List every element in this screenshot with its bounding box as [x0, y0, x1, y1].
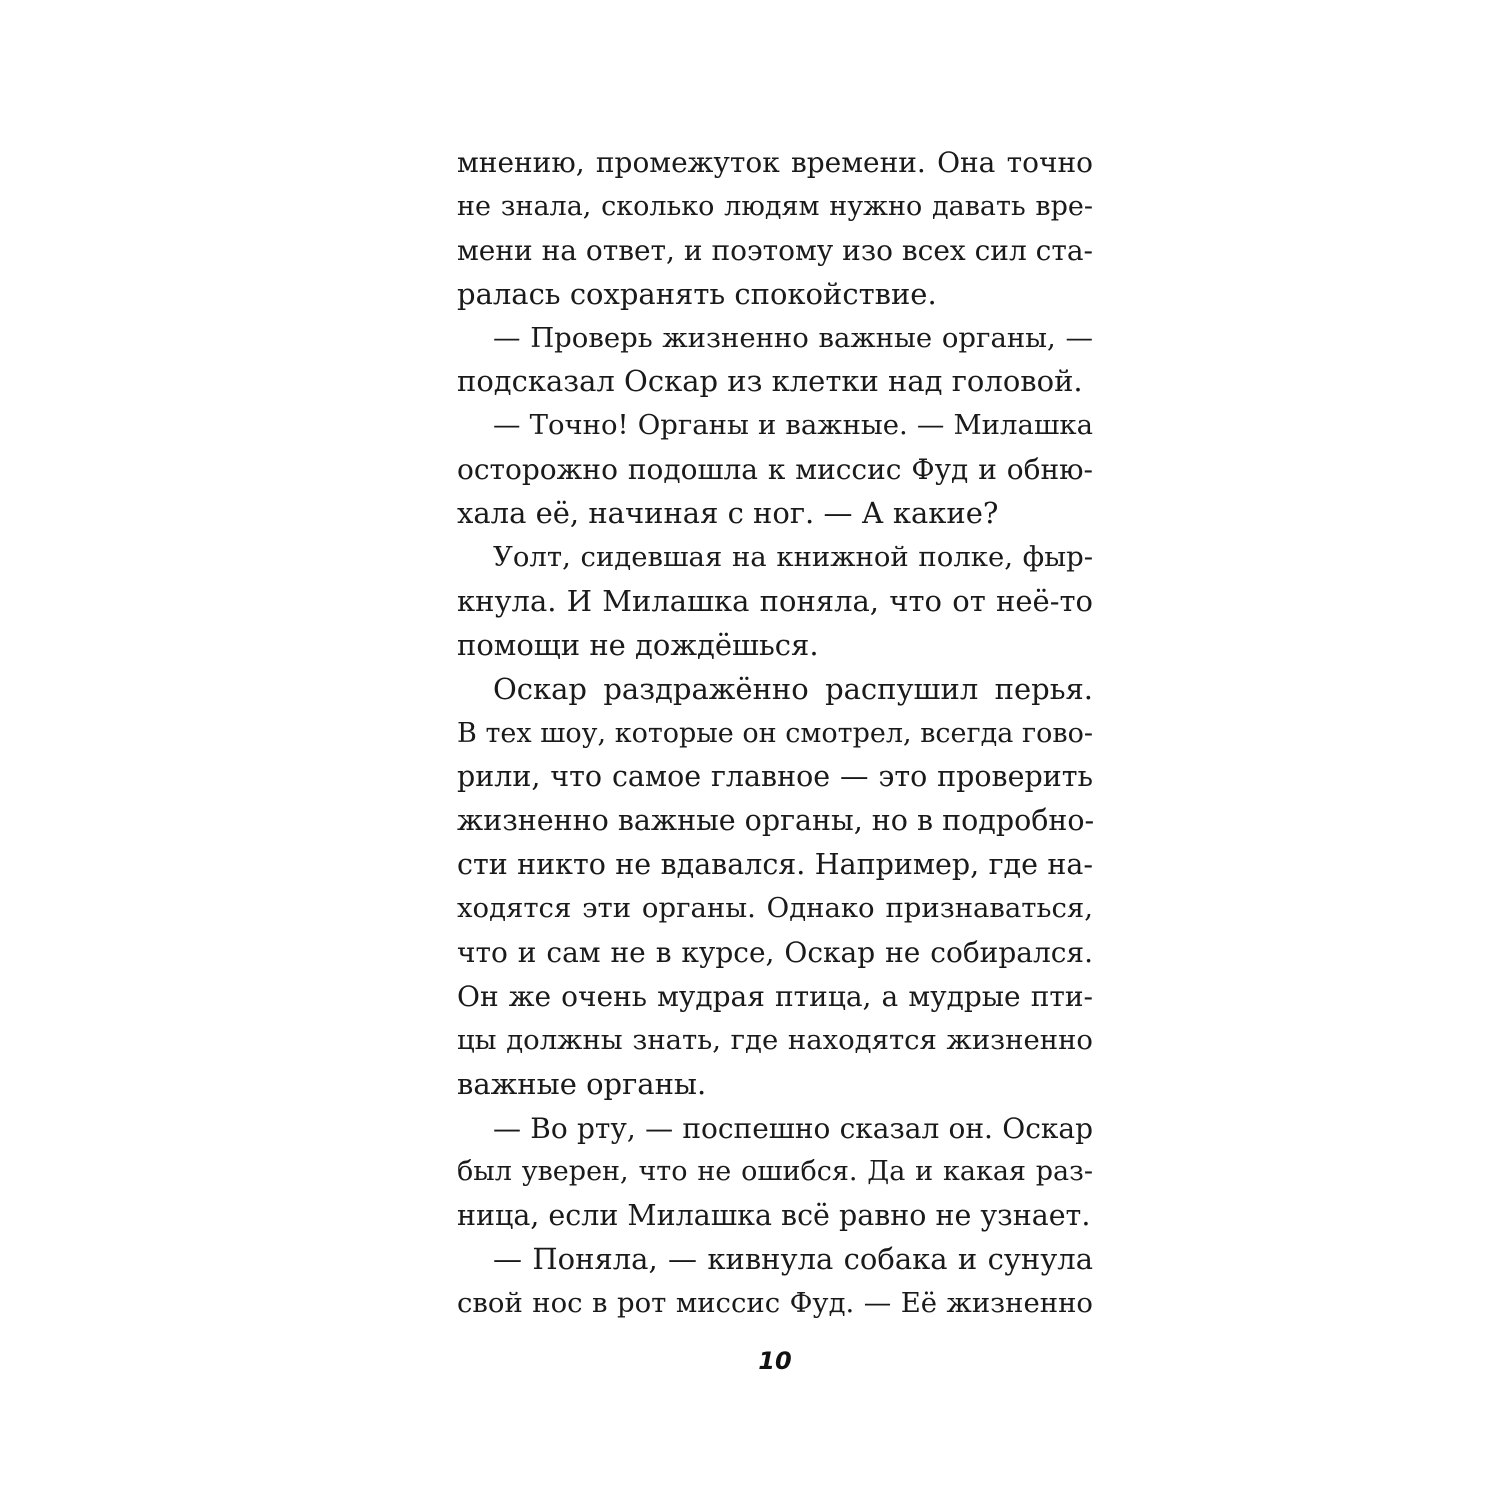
text-line: осторожно подошла к миссис Фуд и обню- [457, 453, 1093, 487]
text-line: сти никто не вдавался. Например, где на- [457, 848, 1093, 882]
text-line: В тех шоу, которые он смотрел, всегда гово- [457, 717, 1093, 749]
text-line: — Проверь жизненно важные органы, — [493, 321, 1093, 354]
text-line: мнению, промежуток времени. Она точно [457, 146, 1093, 179]
text-line: — Поняла, — кивнула собака и сунула [493, 1242, 1093, 1277]
text-line: что и сам не в курсе, Оскар не собирался. [457, 936, 1093, 970]
body-text [457, 141, 1093, 1326]
text-line: важные органы. [457, 1066, 707, 1101]
text-line: Уолт, сидевшая на книжной полке, фыр- [493, 541, 1093, 574]
text-line: подсказал Оскар из клетки над головой. [457, 364, 1083, 399]
text-line: жизненно важные органы, но в подробно- [457, 804, 1095, 838]
text-line: хала её, начиная с ног. — А какие? [457, 496, 999, 531]
text-line: Оскар раздражённо распушил перья. [493, 671, 1093, 706]
text-line: цы должны знать, где находятся жизненно [457, 1023, 1093, 1056]
text-line: — Во рту, — поспешно сказал он. Оскар [493, 1111, 1093, 1145]
text-line: мени на ответ, и поэтому изо всех сил ста- [457, 233, 1093, 267]
text-line: рили, что самое главное — это проверить [457, 760, 1093, 794]
text-line: кнула. И Милашка поняла, что от неё-то [457, 583, 1093, 618]
text-line: помощи не дождёшься. [457, 627, 819, 662]
text-line: был уверен, что не ошибся. Да и какая раз- [457, 1156, 1093, 1188]
text-line: ралась сохранять спокойствие. [457, 276, 937, 311]
page-number: 10 [758, 1347, 792, 1375]
text-line: — Точно! Органы и важные. — Милашка [493, 409, 1093, 442]
text-line: ходятся эти органы. Однако признаваться, [457, 892, 1093, 925]
text-line: свой нос в рот миссис Фуд. — Её жизненно [457, 1287, 1093, 1320]
text-line: ница, если Милашка всё равно не узнает. [457, 1199, 1091, 1233]
text-line: не знала, сколько людям нужно давать вре- [457, 190, 1093, 222]
text-line: Он же очень мудрая птица, а мудрые пти- [457, 979, 1093, 1013]
